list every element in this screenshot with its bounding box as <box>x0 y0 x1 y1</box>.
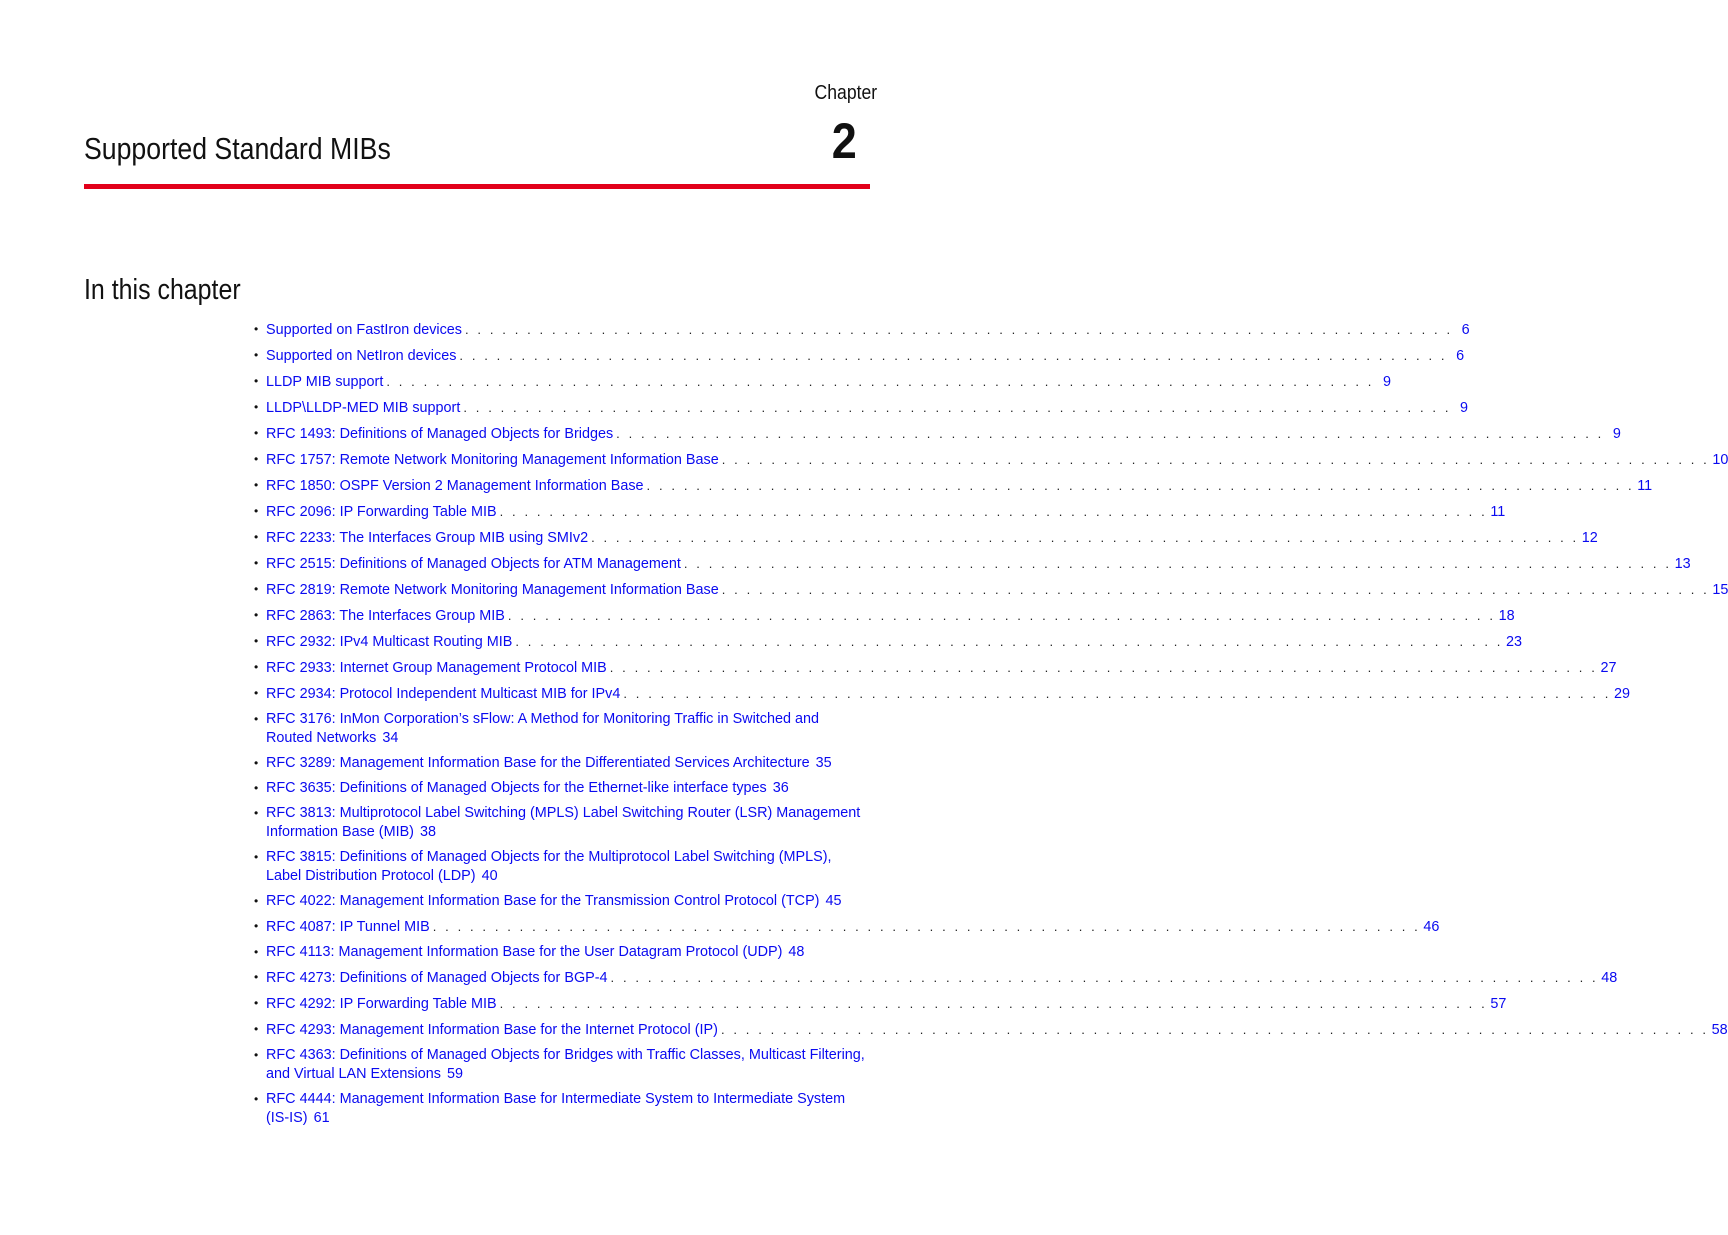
dot-leader: . . . . . . . . . . . . . . . . . . . . . . . . . . . . . . . . . . . . . . . . . . . . . . . . . . . . . . . . . . . . . . . . . . . . . . . . . . . . . . . . <box>610 970 1599 985</box>
dot-leader: . . . . . . . . . . . . . . . . . . . . . . . . . . . . . . . . . . . . . . . . . . . . . . . . . . . . . . . . . . . . . . . . . . . . . . . . . . . . . . . . <box>721 452 1710 467</box>
toc-title: RFC 2933: Internet Group Management Protocol MIB <box>266 660 607 676</box>
toc-item <box>254 684 1631 704</box>
dot-leader: . . . . . . . . . . . . . . . . . . . . . . . . . . . . . . . . . . . . . . . . . . . . . . . . . . . . . . . . . . . . . . . . . . . . . . . . . . . . . . . . <box>499 996 1488 1011</box>
toc-item <box>254 779 870 798</box>
toc-link[interactable] <box>266 528 1598 548</box>
toc-page-number: 9 <box>1460 400 1469 416</box>
toc-title: LLDP MIB support <box>266 374 384 390</box>
dot-leader: . . . . . . . . . . . . . . . . . . . . . . . . . . . . . . . . . . . . . . . . . . . . . . . . . . . . . . . . . . . . . . . . . . . . . . . . . . . . . . . . <box>623 686 1612 701</box>
toc-item <box>254 372 1392 392</box>
bullet-icon: • <box>254 1048 259 1062</box>
toc-item <box>254 968 1618 988</box>
bullet-icon: • <box>254 806 259 820</box>
toc-page-number: 48 <box>788 944 805 960</box>
toc-page-number: 9 <box>1612 426 1621 442</box>
toc-item <box>254 320 1470 340</box>
toc-page-number: 48 <box>1601 970 1618 986</box>
dot-leader: . . . . . . . . . . . . . . . . . . . . . . . . . . . . . . . . . . . . . . . . . . . . . . . . . . . . . . . . . . . . . . . . . . . . . . . . . . . . . . . . <box>591 530 1579 545</box>
bullet-icon: • <box>254 1022 259 1036</box>
bullet-icon: • <box>254 556 259 570</box>
toc-item <box>254 424 1621 444</box>
toc-link[interactable] <box>266 450 1728 470</box>
bullet-icon: • <box>254 1092 259 1106</box>
toc-title: RFC 4293: Management Information Base for the Internet Protocol (IP) <box>266 1022 718 1038</box>
dot-leader: . . . . . . . . . . . . . . . . . . . . . . . . . . . . . . . . . . . . . . . . . . . . . . . . . . . . . . . . . . . . . . . . . . . . . . . . . . . . . . . . <box>721 582 1710 597</box>
toc-item <box>254 476 1653 496</box>
toc-link[interactable] <box>266 476 1653 496</box>
bullet-icon: • <box>254 919 259 933</box>
bullet-icon: • <box>254 608 259 622</box>
toc-item <box>254 710 870 748</box>
toc-title: RFC 4087: IP Tunnel MIB <box>266 919 430 935</box>
bullet-icon: • <box>254 686 259 700</box>
toc-page-number: 45 <box>825 893 842 909</box>
toc-item <box>254 1090 870 1128</box>
toc-item <box>254 632 1523 652</box>
bullet-icon: • <box>254 660 259 674</box>
dot-leader: . . . . . . . . . . . . . . . . . . . . . . . . . . . . . . . . . . . . . . . . . . . . . . . . . . . . . . . . . . . . . . . . . . . . . . . . . . . . . . . . <box>609 660 1598 675</box>
toc-page-number: 23 <box>1506 634 1523 650</box>
toc-link[interactable] <box>266 754 866 773</box>
toc-page-number: 10 <box>1712 452 1728 468</box>
bullet-icon: • <box>254 426 259 440</box>
toc-link[interactable] <box>266 804 866 842</box>
toc-page-number: 29 <box>1614 686 1631 702</box>
toc-title: RFC 2934: Protocol Independent Multicast MIB for IPv4 <box>266 686 621 702</box>
bullet-icon: • <box>254 504 259 518</box>
dot-leader: . . . . . . . . . . . . . . . . . . . . . . . . . . . . . . . . . . . . . . . . . . . . . . . . . . . . . . . . . . . . . . . . . . . . . . . . . . . . . . . . <box>683 556 1672 571</box>
dot-leader: . . . . . . . . . . . . . . . . . . . . . . . . . . . . . . . . . . . . . . . . . . . . . . . . . . . . . . . . . . . . . . . . . . . . . . . . . . . . . . . . <box>515 634 1504 649</box>
toc-title: RFC 4273: Definitions of Managed Objects for BGP-4 <box>266 970 608 986</box>
toc-link[interactable] <box>266 994 1507 1014</box>
toc-title: RFC 1493: Definitions of Managed Objects for Bridges <box>266 426 614 442</box>
toc-title: RFC 3815: Definitions of Managed Objects for the Multiprotocol Label Switching (MPLS), Label Distribution Protocol (LDP) <box>266 849 832 884</box>
toc-item <box>254 658 1617 678</box>
bullet-icon: • <box>254 478 259 492</box>
toc-page-number: 58 <box>1711 1022 1728 1038</box>
toc-link[interactable] <box>266 372 1392 392</box>
toc-page-number: 57 <box>1490 996 1507 1012</box>
toc-title: RFC 4444: Management Information Base for Intermediate System to Intermediate System (IS-IS) <box>266 1091 846 1126</box>
toc-title: RFC 3635: Definitions of Managed Objects for the Ethernet-like interface types <box>266 780 767 796</box>
bullet-icon: • <box>254 996 259 1010</box>
toc-title: RFC 2096: IP Forwarding Table MIB <box>266 504 497 520</box>
toc-link[interactable] <box>266 779 866 798</box>
toc-item <box>254 917 1440 937</box>
toc-item <box>254 994 1507 1014</box>
bullet-icon: • <box>254 452 259 466</box>
toc-link[interactable] <box>266 424 1621 444</box>
bullet-icon: • <box>254 712 259 726</box>
toc-title: RFC 4363: Definitions of Managed Objects for Bridges with Traffic Classes, Multicast Filtering, and Virtual LAN Extensions <box>266 1047 865 1082</box>
toc-item <box>254 554 1691 574</box>
toc-title: RFC 2819: Remote Network Monitoring Management Information Base <box>266 582 719 598</box>
toc-title: RFC 3813: Multiprotocol Label Switching (MPLS) Label Switching Router (LSR) Management Information Base (MIB) <box>266 805 861 840</box>
toc-link[interactable] <box>266 554 1691 574</box>
chapter-number: 2 <box>831 113 857 169</box>
toc-title: RFC 4292: IP Forwarding Table MIB <box>266 996 497 1012</box>
toc-item <box>254 1020 1728 1040</box>
bullet-icon: • <box>254 894 259 908</box>
toc-page-number: 36 <box>772 780 789 796</box>
section-heading: In this chapter <box>84 274 241 306</box>
toc-item <box>254 398 1469 418</box>
bullet-icon: • <box>254 756 259 770</box>
toc-link[interactable] <box>266 943 866 962</box>
toc-link[interactable] <box>266 398 1469 418</box>
toc-link[interactable] <box>266 892 866 911</box>
toc-link[interactable] <box>266 632 1523 652</box>
toc-title: RFC 2233: The Interfaces Group MIB using SMIv2 <box>266 530 589 546</box>
toc-title: Supported on FastIron devices <box>266 322 462 338</box>
toc-item <box>254 606 1515 626</box>
toc-link[interactable] <box>266 968 1618 988</box>
toc-title: RFC 2932: IPv4 Multicast Routing MIB <box>266 634 513 650</box>
toc-item <box>254 804 870 842</box>
chapter-title: Supported Standard MIBs <box>84 131 391 166</box>
bullet-icon: • <box>254 582 259 596</box>
toc-title: RFC 1850: OSPF Version 2 Management Information Base <box>266 478 644 494</box>
toc-page-number: 35 <box>815 755 832 771</box>
toc-link[interactable] <box>266 917 1440 937</box>
toc-link[interactable] <box>266 502 1506 522</box>
toc-page-number: 40 <box>481 868 498 884</box>
toc-link[interactable] <box>266 346 1465 366</box>
toc-page-number: 11 <box>1490 504 1506 520</box>
toc-title: RFC 4022: Management Information Base for the Transmission Control Protocol (TCP) <box>266 893 820 909</box>
toc-page-number: 59 <box>446 1066 463 1082</box>
toc-link[interactable] <box>266 580 1728 600</box>
toc-link[interactable] <box>266 684 1631 704</box>
dot-leader: . . . . . . . . . . . . . . . . . . . . . . . . . . . . . . . . . . . . . . . . . . . . . . . . . . . . . . . . . . . . . . . . . . . . . . . . . . . . . . . . <box>499 504 1488 519</box>
toc-title: RFC 1757: Remote Network Monitoring Management Information Base <box>266 452 719 468</box>
toc-title: RFC 3289: Management Information Base for the Differentiated Services Architecture <box>266 755 810 771</box>
toc-page-number: 61 <box>313 1110 330 1126</box>
toc-item <box>254 754 870 773</box>
toc-link[interactable] <box>266 1090 866 1128</box>
toc-page-number: 38 <box>419 824 436 840</box>
toc-item <box>254 528 1598 548</box>
bullet-icon: • <box>254 945 259 959</box>
toc-page-number: 27 <box>1600 660 1617 676</box>
chapter-title-rule <box>84 184 870 189</box>
bullet-icon: • <box>254 850 259 864</box>
toc-link[interactable] <box>266 1020 1728 1040</box>
bullet-icon: • <box>254 530 259 544</box>
bullet-icon: • <box>254 348 259 362</box>
toc-page-number: 46 <box>1423 919 1440 935</box>
toc-title: RFC 2515: Definitions of Managed Objects for ATM Management <box>266 556 681 572</box>
toc-link[interactable] <box>266 710 866 748</box>
toc-link[interactable] <box>266 658 1617 678</box>
toc-item <box>254 1046 870 1084</box>
bullet-icon: • <box>254 781 259 795</box>
toc-page-number: 6 <box>1461 322 1470 338</box>
bullet-icon: • <box>254 634 259 648</box>
toc-title: RFC 2863: The Interfaces Group MIB <box>266 608 505 624</box>
dot-leader: . . . . . . . . . . . . . . . . . . . . . . . . . . . . . . . . . . . . . . . . . . . . . . . . . . . . . . . . . . . . . . . . . . . . . . . . . . . . . . . . <box>507 608 1496 623</box>
dot-leader: . . . . . . . . . . . . . . . . . . . . . . . . . . . . . . . . . . . . . . . . . . . . . . . . . . . . . . . . . . . . . . . . . . . . . . . . . . . . . . . . <box>646 478 1635 493</box>
toc-item <box>254 848 870 886</box>
toc-link[interactable] <box>266 320 1470 340</box>
bullet-icon: • <box>254 970 259 984</box>
chapter-label: Chapter <box>814 82 877 104</box>
toc-page-number: 11 <box>1637 478 1653 494</box>
bullet-icon: • <box>254 374 259 388</box>
dot-leader: . . . . . . . . . . . . . . . . . . . . . . . . . . . . . . . . . . . . . . . . . . . . . . . . . . . . . . . . . . . . . . . . . . . . . . . . . . . . . . . . <box>720 1022 1709 1037</box>
toc-list <box>254 320 1728 1134</box>
bullet-icon: • <box>254 322 259 336</box>
toc-page-number: 12 <box>1581 530 1598 546</box>
dot-leader: . . . . . . . . . . . . . . . . . . . . . . . . . . . . . . . . . . . . . . . . . . . . . . . . . . . . . . . . . . . . . . . . . . . . . . . . . . . . . . . . <box>386 374 1375 389</box>
toc-title: Supported on NetIron devices <box>266 348 457 364</box>
toc-item <box>254 892 870 911</box>
toc-title: RFC 4113: Management Information Base for the User Datagram Protocol (UDP) <box>266 944 783 960</box>
toc-page-number: 18 <box>1498 608 1515 624</box>
toc-item <box>254 450 1728 470</box>
toc-page-number: 6 <box>1456 348 1465 364</box>
bullet-icon: • <box>254 400 259 414</box>
toc-link[interactable] <box>266 606 1515 626</box>
toc-item <box>254 502 1506 522</box>
toc-page-number: 13 <box>1674 556 1691 572</box>
toc-item <box>254 346 1465 366</box>
dot-leader: . . . . . . . . . . . . . . . . . . . . . . . . . . . . . . . . . . . . . . . . . . . . . . . . . . . . . . . . . . . . . . . . . . . . . . . . . . . . . . . . <box>432 919 1421 934</box>
dot-leader: . . . . . . . . . . . . . . . . . . . . . . . . . . . . . . . . . . . . . . . . . . . . . . . . . . . . . . . . . . . . . . . . . . . . . . . . . . . . . . . . <box>463 400 1452 415</box>
toc-page-number: 15 <box>1712 582 1728 598</box>
toc-item <box>254 580 1728 600</box>
toc-link[interactable] <box>266 1046 866 1084</box>
toc-link[interactable] <box>266 848 866 886</box>
dot-leader: . . . . . . . . . . . . . . . . . . . . . . . . . . . . . . . . . . . . . . . . . . . . . . . . . . . . . . . . . . . . . . . . . . . . . . . . . . . . . . . . <box>616 426 1604 441</box>
toc-page-number: 9 <box>1383 374 1392 390</box>
dot-leader: . . . . . . . . . . . . . . . . . . . . . . . . . . . . . . . . . . . . . . . . . . . . . . . . . . . . . . . . . . . . . . . . . . . . . . . . . . . . . . . . <box>459 348 1448 363</box>
toc-title: LLDP\LLDP-MED MIB support <box>266 400 461 416</box>
toc-item <box>254 943 870 962</box>
toc-page-number: 34 <box>382 730 399 746</box>
toc-title: RFC 3176: InMon Corporation’s sFlow: A Method for Monitoring Traffic in Switched and Routed Networks <box>266 711 819 746</box>
dot-leader: . . . . . . . . . . . . . . . . . . . . . . . . . . . . . . . . . . . . . . . . . . . . . . . . . . . . . . . . . . . . . . . . . . . . . . . . . . . . . . . . <box>465 322 1453 337</box>
